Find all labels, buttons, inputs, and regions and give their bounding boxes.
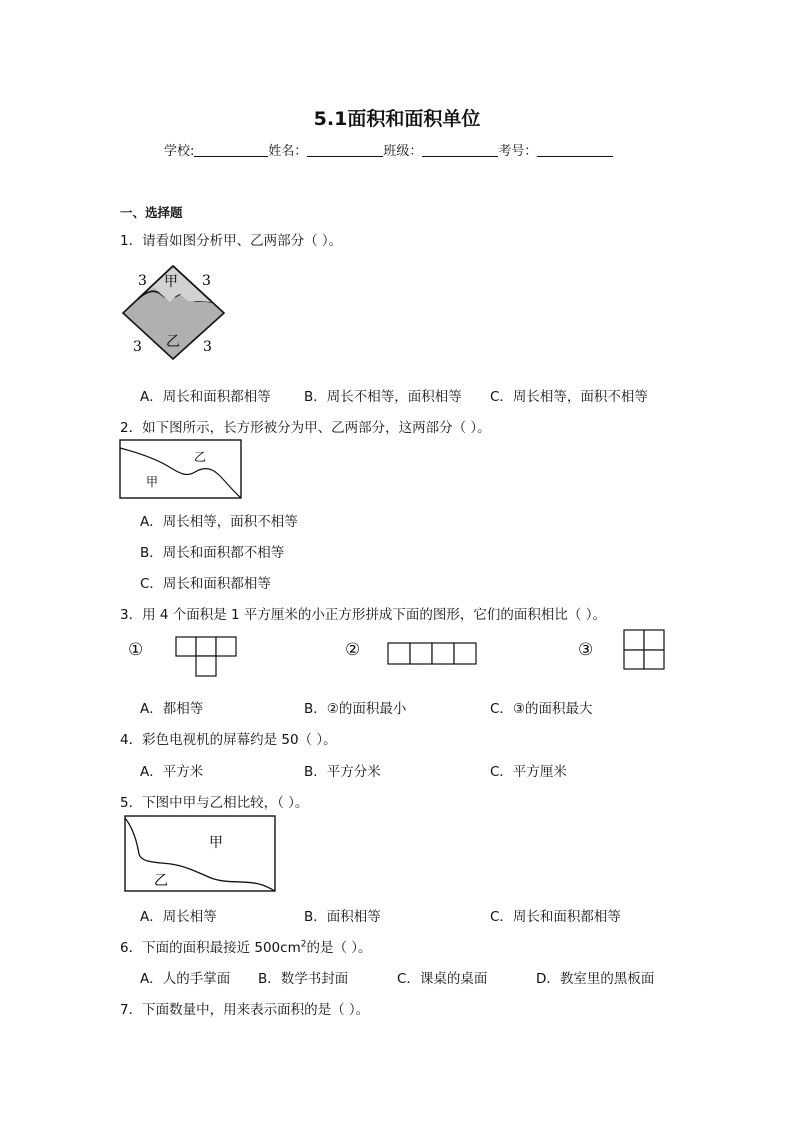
question-6-option-a[interactable]: A．人的手掌面 <box>140 971 231 987</box>
question-5-stem: 5．下图中甲与乙相比较，（ ）。 <box>120 795 309 811</box>
question-6-exponent: 2 <box>300 939 307 950</box>
question-6-option-c[interactable]: C．课桌的桌面 <box>397 971 488 987</box>
question-5-option-a[interactable]: A．周长相等 <box>140 909 217 925</box>
figure-2-label: ② <box>345 640 361 660</box>
question-7-stem: 7．下面数量中，用来表示面积的是（ ）。 <box>120 1002 370 1018</box>
question-6-option-b[interactable]: B．数学书封面 <box>258 971 349 987</box>
question-3-option-b[interactable]: B．②的面积最小 <box>304 701 407 717</box>
region-jia-label: 甲 <box>209 835 223 851</box>
question-2-figure <box>119 439 243 501</box>
section-heading: 一、选择题 <box>120 205 183 220</box>
student-info-row <box>164 140 613 159</box>
question-2-option-b[interactable]: B．周长和面积都不相等 <box>140 545 285 561</box>
question-6-stem-text: 6．下面的面积最接近 500cm <box>120 940 301 956</box>
region-jia-label: 甲 <box>146 475 159 489</box>
question-4-option-c[interactable]: C．平方厘米 <box>490 764 567 780</box>
question-2-option-c[interactable]: C．周长和面积都相等 <box>140 576 271 592</box>
figure-1-label: ① <box>128 640 144 660</box>
school-label: 学校: <box>164 144 195 159</box>
class-blank[interactable] <box>422 143 498 157</box>
side-length-label: 3 <box>133 339 142 355</box>
question-4-option-a[interactable]: A．平方米 <box>140 764 204 780</box>
side-length-label: 3 <box>138 273 147 289</box>
exam-number-blank[interactable] <box>537 143 613 157</box>
question-6-stem <box>120 936 372 956</box>
region-yi-label: 乙 <box>166 334 180 350</box>
question-3-option-c[interactable]: C．③的面积最大 <box>490 701 593 717</box>
question-5-option-b[interactable]: B．面积相等 <box>304 909 381 925</box>
question-1-stem: 1．请看如图分析甲、乙两部分（ ）。 <box>120 233 343 249</box>
figure-3-shape <box>623 629 666 671</box>
question-6-option-d[interactable]: D．教室里的黑板面 <box>536 971 655 987</box>
name-blank[interactable] <box>307 143 383 157</box>
question-1-option-a[interactable]: A．周长和面积都相等 <box>140 389 271 405</box>
region-jia-label: 甲 <box>164 274 178 290</box>
question-3-stem: 3．用 4 个面积是 1 平方厘米的小正方形拼成下面的图形，它们的面积相比（ ）。 <box>120 607 606 623</box>
exam-number-label: 考号： <box>498 144 538 159</box>
question-5-figure <box>123 814 277 894</box>
figure-1-shape <box>175 636 237 678</box>
question-4-stem: 4．彩色电视机的屏幕约是 50（ ）。 <box>120 732 337 748</box>
page-title: 5.1面积和面积单位 <box>313 108 481 130</box>
question-1-figure <box>118 264 230 360</box>
question-2-stem: 2．如下图所示，长方形被分为甲、乙两部分，这两部分（ ）。 <box>120 420 491 436</box>
question-6-stem-tail: 的是（ ）。 <box>306 940 372 956</box>
side-length-label: 3 <box>202 273 211 289</box>
name-label: 姓名： <box>268 144 308 159</box>
figure-2-shape <box>387 642 478 665</box>
question-1-option-c[interactable]: C．周长相等，面积不相等 <box>490 389 648 405</box>
question-5-option-c[interactable]: C．周长和面积都相等 <box>490 909 621 925</box>
figure-3-label: ③ <box>578 640 594 660</box>
question-2-option-a[interactable]: A．周长相等，面积不相等 <box>140 514 298 530</box>
question-3-option-a[interactable]: A．都相等 <box>140 701 204 717</box>
side-length-label: 3 <box>203 339 212 355</box>
question-4-option-b[interactable]: B．平方分米 <box>304 764 381 780</box>
region-yi-label: 乙 <box>194 450 207 464</box>
question-1-option-b[interactable]: B．周长不相等，面积相等 <box>304 389 462 405</box>
class-label: 班级： <box>383 144 423 159</box>
school-blank[interactable] <box>194 143 268 157</box>
region-yi-label: 乙 <box>154 873 168 889</box>
